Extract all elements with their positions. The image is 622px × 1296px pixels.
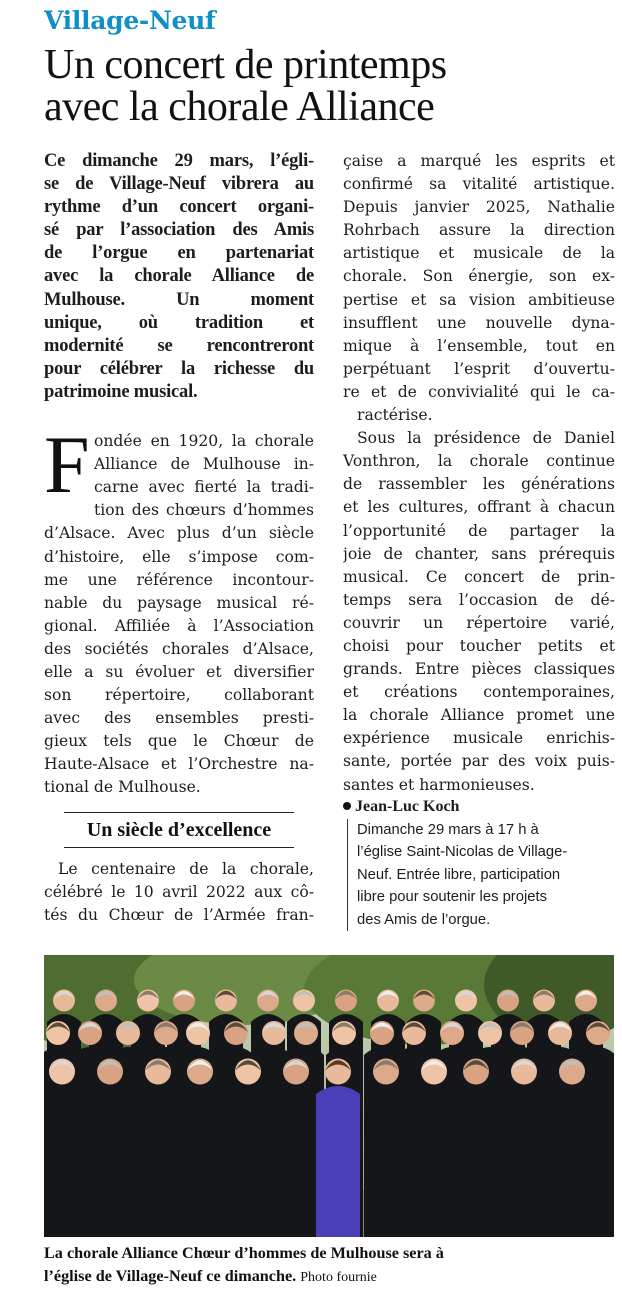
lead-line: unique, où tradition et <box>44 312 314 333</box>
body-paragraph-3 <box>343 150 615 427</box>
info-line: Neuf. Entrée libre, participation <box>357 866 561 883</box>
body-line: Alliance de Mulhouse in- <box>94 455 314 474</box>
body-line: célébré le 10 avril 2022 aux cô- <box>44 882 314 901</box>
info-line: Dimanche 29 mars à 17 h à <box>357 821 539 838</box>
info-line: libre pour soutenir les projets <box>357 889 547 906</box>
body-line: expérience musicale enrichis- <box>343 729 615 748</box>
choir-member-figure <box>550 1086 594 1237</box>
lead-line: modernité se rencontreront <box>44 335 314 356</box>
choir-photo <box>44 955 614 1237</box>
subheading: Un siècle d’excellence <box>64 812 294 848</box>
lead-paragraph <box>44 150 314 404</box>
choir-member-figure <box>226 1086 270 1237</box>
body-line: choisi pour toucher petits et <box>343 636 615 655</box>
bullet-icon <box>343 802 351 810</box>
choir-photo-illustration <box>44 955 614 1237</box>
body-line: re et de convivialité qui le ca- <box>343 382 615 401</box>
caption-line: l’église de Village-Neuf ce dimanche. <box>44 1267 297 1285</box>
choir-member-figure <box>454 1086 498 1237</box>
body-line: Haute-Alsace et l’Orchestre na- <box>44 755 314 774</box>
practical-info-box <box>347 819 615 932</box>
body-paragraph-1 <box>44 419 314 800</box>
lead-line: avec la chorale Alliance de <box>44 266 314 287</box>
article-headline <box>44 44 614 128</box>
body-line: tés du Chœur de l’Armée fran- <box>44 905 314 924</box>
body-line: de rassembler les générations <box>343 475 615 494</box>
right-column <box>343 150 615 931</box>
body-line: la chorale Alliance promet une <box>343 706 615 725</box>
info-line: l’église Saint-Nicolas de Village- <box>357 844 568 861</box>
body-line: Sous la présidence de Daniel <box>357 429 615 448</box>
choir-member-figure <box>412 1086 456 1237</box>
body-line: me une référence incontour- <box>44 570 314 589</box>
body-paragraph-4 <box>343 427 615 797</box>
lead-line: sé par l’association des Amis <box>44 220 314 241</box>
choir-member-figure <box>274 1086 318 1237</box>
headline-line: Un concert de printemps <box>44 42 447 88</box>
body-line: temps sera l’occasion de dé- <box>343 590 615 609</box>
choir-member-figure <box>502 1086 546 1237</box>
body-line: Vonthron, la chorale continue <box>343 452 615 471</box>
body-line: tion des chœurs d’hommes <box>94 501 314 520</box>
photo-credit: Photo fournie <box>300 1270 377 1285</box>
lead-line: pour célébrer la richesse du <box>44 358 314 379</box>
body-line: d’Alsace. Avec plus d’un siècle <box>44 524 314 543</box>
author-name: Jean-Luc Koch <box>355 797 460 815</box>
body-line: ondée en 1920, la chorale <box>94 432 314 451</box>
caption-line: La chorale Alliance Chœur d’hommes de Mulhouse sera à <box>44 1244 444 1262</box>
body-line: joie de chanter, sans prérequis <box>343 544 615 563</box>
choir-member-figure <box>178 1086 222 1237</box>
body-line: confirmé sa vitalité artistique. <box>343 175 615 194</box>
body-line: carne avec fierté la tradi- <box>94 478 314 497</box>
body-line: avec des ensembles presti- <box>44 709 314 728</box>
body-line: son répertoire, collaborant <box>44 686 314 705</box>
body-line: nable du paysage musical ré- <box>44 593 314 612</box>
body-line: mique à l’ensemble, tout en <box>343 336 615 355</box>
body-line: d’histoire, elle s’impose com- <box>44 547 314 566</box>
body-line: pertise et sa vision ambitieuse <box>343 290 615 309</box>
body-line: ractérise. <box>357 406 433 425</box>
body-line: perpétuant l’esprit d’ouvertu- <box>343 359 615 378</box>
section-kicker: Village-Neuf <box>44 6 216 35</box>
lead-line: rythme d’un concert organi- <box>44 197 314 218</box>
body-line: musical. Ce concert de prin- <box>343 567 615 586</box>
body-line: couvrir un répertoire varié, <box>343 613 615 632</box>
choir-member-figure <box>136 1086 180 1237</box>
choir-member-figure <box>44 1086 84 1237</box>
drop-cap: F <box>44 419 90 511</box>
conductor-figure <box>316 1086 360 1237</box>
info-line: des Amis de l’orgue. <box>357 911 491 928</box>
body-line: Depuis janvier 2025, Nathalie <box>343 198 615 217</box>
body-line: Rohrbach assure la direction <box>343 221 615 240</box>
author-byline <box>343 797 615 817</box>
body-line: chorale. Son énergie, son ex- <box>343 267 615 286</box>
body-line: grands. Entre pièces classiques <box>343 660 615 679</box>
body-line: Le centenaire de la chorale, <box>58 859 314 878</box>
body-line: et créations contemporaines, <box>343 683 615 702</box>
body-line: santes et harmonieuses. <box>343 775 535 794</box>
choir-member-figure <box>364 1086 408 1237</box>
body-line: artistique et musicale de la <box>343 244 615 263</box>
body-line: insufflent une nouvelle dyna- <box>343 313 615 332</box>
left-column <box>44 150 314 927</box>
lead-line: patrimoine musical. <box>44 381 198 402</box>
lead-line: Mulhouse. Un moment <box>44 289 314 310</box>
body-paragraph-2 <box>44 858 314 927</box>
body-line: elle a su évoluer et diversifier <box>44 662 314 681</box>
choir-member-figure <box>88 1086 132 1237</box>
headline-line: avec la chorale Alliance <box>44 84 435 130</box>
lead-line: se de Village-Neuf vibrera au <box>44 174 314 195</box>
body-line: l’opportunité de partager la <box>343 521 615 540</box>
body-line: sante, portée par des voix puis- <box>343 752 615 771</box>
lead-line: Ce dimanche 29 mars, l’égli- <box>44 151 314 171</box>
photo-caption <box>44 1242 619 1289</box>
body-line: tional de Mulhouse. <box>44 778 201 797</box>
body-line: gieux tels que le Chœur de <box>44 732 314 751</box>
body-line: gional. Affiliée à l’Association <box>44 616 314 635</box>
body-line: et les cultures, offrant à chacun <box>343 498 615 517</box>
body-line: çaise a marqué les esprits et <box>343 152 615 170</box>
body-line: des sociétés chorales d’Alsace, <box>44 639 314 658</box>
lead-line: de l’orgue en partenariat <box>44 243 314 264</box>
